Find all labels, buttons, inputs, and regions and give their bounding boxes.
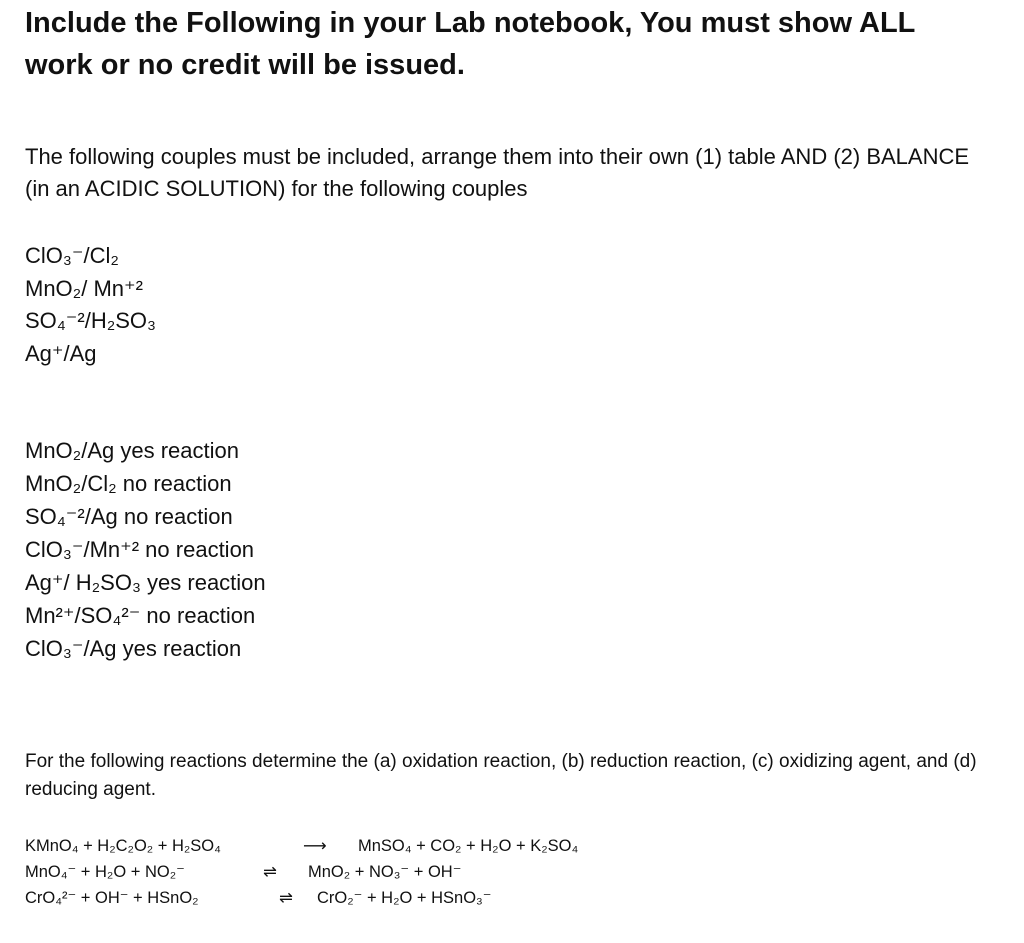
equation-arrow: ⟶ bbox=[303, 837, 327, 855]
couple-item: MnO₂/ Mn⁺² bbox=[25, 275, 143, 301]
reaction-result: MnO₂/Cl₂ no reaction bbox=[25, 471, 232, 496]
couple-item: SO₄⁻²/H₂SO₃ bbox=[25, 308, 156, 333]
equation-products: MnSO₄ + CO₂ + H₂O + K₂SO₄ bbox=[358, 837, 579, 855]
couples-list bbox=[25, 240, 156, 370]
equation-reactants: KMnO₄ + H₂C₂O₂ + H₂SO₄ bbox=[25, 837, 221, 855]
couple-item: ClO₃⁻/Cl₂ bbox=[25, 243, 119, 268]
couple-item: Ag⁺/Ag bbox=[25, 340, 97, 366]
reaction-result: SO₄⁻²/Ag no reaction bbox=[25, 504, 233, 529]
reaction-results-list bbox=[25, 434, 266, 665]
equation-products: MnO₂ + NO₃⁻ + OH⁻ bbox=[308, 863, 462, 881]
page-heading: Include the Following in your Lab notebook, You must show ALL work or no credit will be issued. bbox=[25, 7, 915, 81]
reaction-result: ClO₃⁻/Mn⁺² no reaction bbox=[25, 537, 255, 562]
equation-arrow: ⇌ bbox=[279, 889, 293, 907]
equation-arrow: ⇌ bbox=[263, 863, 277, 881]
reaction-result: MnO₂/Ag yes reaction bbox=[25, 438, 239, 463]
reaction-result: ClO₃⁻/Ag yes reaction bbox=[25, 636, 242, 661]
equation-reactants: MnO₄⁻ + H₂O + NO₂⁻ bbox=[25, 863, 185, 881]
reaction-result: Ag⁺/ H₂SO₃ yes reaction bbox=[25, 570, 266, 595]
equation-reactants: CrO₄²⁻ + OH⁻ + HSnO₂ bbox=[25, 889, 199, 907]
task-instructions: For the following reactions determine the (a) oxidation reaction, (b) reduction reaction, (c) oxidizing agent, and (d) reducing agent. bbox=[25, 751, 977, 800]
equation-products: CrO₂⁻ + H₂O + HSnO₃⁻ bbox=[317, 889, 492, 907]
reaction-result: Mn²⁺/SO₄²⁻ no reaction bbox=[25, 603, 256, 628]
intro-paragraph: The following couples must be included, arrange them into their own (1) table AND (2) BALANCE (in an ACIDIC SOLUTION) for the following couples bbox=[25, 144, 970, 201]
